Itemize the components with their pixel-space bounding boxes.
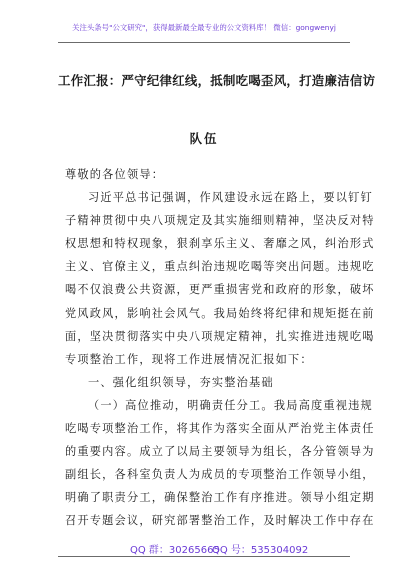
document-title-continued: 队伍 — [189, 131, 219, 146]
body-line: 权思想和特权现象，狠刹享乐主义、奢靡之风，纠治形式 — [65, 237, 375, 251]
header-divider — [58, 42, 350, 43]
body-line: （一）高位推动，明确责任分工。我局高度重视违规 — [88, 398, 373, 412]
body-line: 党风政风，影响社会风气。我局始终将纪律和规矩挺在前 — [65, 306, 375, 320]
body-line: 召开专题会议，研究部署整治工作，及时解决工作中存在 — [65, 514, 375, 528]
body-line: 习近平总书记强调，作风建设永远在路上，要以钉钉 — [88, 191, 373, 205]
body-line: 主义、官僚主义，重点纠治违规吃喝等突出问题。违规吃 — [65, 260, 375, 274]
footer-qq-number: QQ 号：535304092 — [212, 545, 309, 556]
header-promo-note: 关注头条号"公文研究"，获得最新最全最专业的公文资料库！ 微信：gongwenyj — [72, 23, 336, 32]
footer-divider — [58, 556, 350, 557]
body-line: 吃喝专项整治工作，将其作为落实全面从严治党主体责任 — [65, 422, 375, 436]
body-line: 喝不仅浪费公共资源，更严重损害党和政府的形象，破坏 — [65, 283, 375, 297]
body-line: 明确了职责分工，确保整治工作有序推进。领导小组定期 — [65, 491, 375, 505]
document-body — [65, 163, 375, 533]
body-line: 的重要内容。成立了以局主要领导为组长，各分管领导为 — [65, 445, 375, 459]
body-line: 专项整治工作，现将工作进展情况汇报如下： — [65, 352, 313, 366]
body-line: 子精神贯彻中央八项规定及其实施细则精神，坚决反对特 — [65, 214, 375, 228]
salutation: 尊敬的各位领导： — [65, 168, 165, 181]
document-title: 工作汇报：严守纪律红线，抵制吃喝歪风，打造廉洁信访 — [58, 73, 376, 88]
body-line: 副组长，各科室负责人为成员的专项整治工作领导小组， — [65, 468, 375, 482]
body-line: 面，坚决贯彻落实中央八项规定精神，扎实推进违规吃喝 — [65, 329, 375, 343]
footer-qq-group: QQ 群：30265665 — [130, 545, 220, 556]
section-heading: 一、强化组织领导，夯实整治基础 — [88, 375, 274, 389]
